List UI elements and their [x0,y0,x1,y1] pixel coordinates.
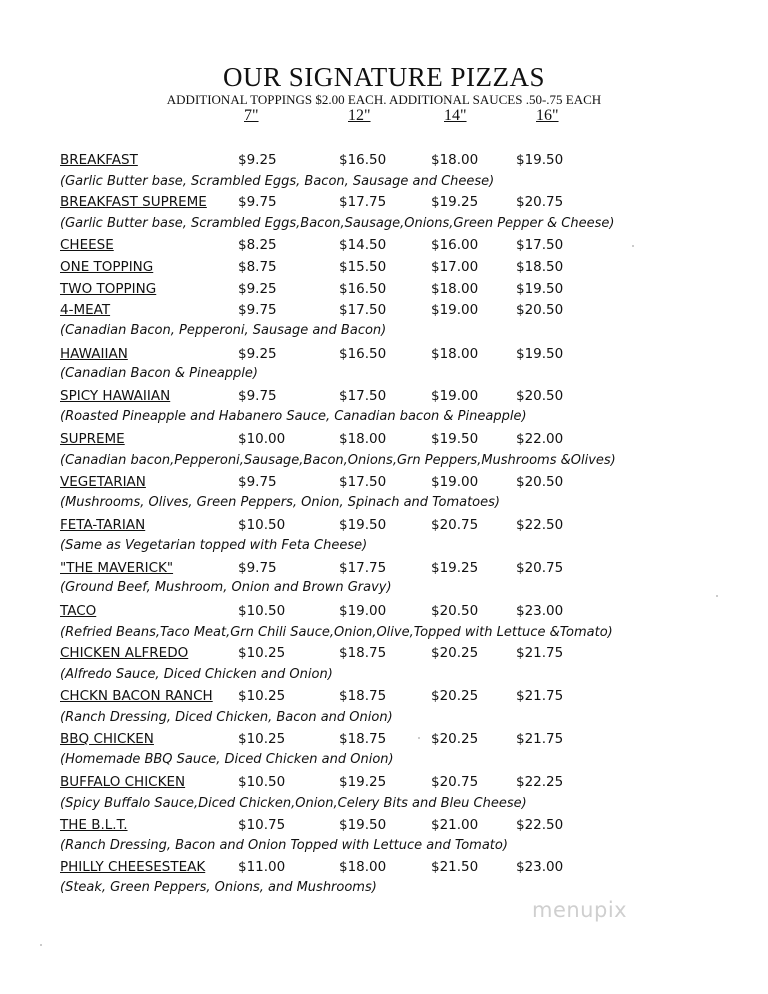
price-14: $20.75 [431,517,479,533]
price-16: $21.75 [516,731,564,747]
price-12: $18.75 [339,731,387,747]
price-7: $10.25 [238,688,286,704]
scan-speck [40,944,42,946]
menu-item [0,774,768,796]
price-14: $20.25 [431,731,479,747]
item-description: (Garlic Butter base, Scrambled Eggs,Bacon,Sausage,Onions,Green Pepper & Cheese) [60,216,615,231]
price-16: $20.50 [516,302,564,318]
price-16: $19.50 [516,281,564,297]
size-14-header: 14" [444,107,467,124]
menu-item [0,859,768,881]
price-7: $10.25 [238,731,286,747]
menu-item [0,281,768,303]
price-16: $20.50 [516,474,564,490]
price-7: $9.25 [238,281,277,297]
item-name: SUPREME [60,431,125,447]
price-7: $11.00 [238,859,286,875]
price-7: $10.00 [238,431,286,447]
price-12: $19.00 [339,603,387,619]
price-16: $20.75 [516,560,564,576]
item-description: (Roasted Pineapple and Habanero Sauce, Canadian bacon & Pineapple) [60,409,527,424]
price-14: $17.00 [431,259,479,275]
item-description: (Canadian Bacon & Pineapple) [60,366,258,381]
item-description: (Ground Beef, Mushroom, Onion and Brown Gravy) [60,580,392,595]
menu-item [0,645,768,667]
price-12: $17.75 [339,194,387,210]
item-description: (Garlic Butter base, Scrambled Eggs, Bacon, Sausage and Cheese) [60,174,495,189]
menu-item [0,603,768,625]
menu-item [0,431,768,453]
price-7: $10.25 [238,645,286,661]
price-12: $18.75 [339,688,387,704]
price-14: $21.00 [431,817,479,833]
item-description: (Ranch Dressing, Diced Chicken, Bacon and Onion) [60,710,393,725]
price-12: $16.50 [339,152,387,168]
price-14: $19.50 [431,431,479,447]
price-12: $19.50 [339,817,387,833]
price-7: $9.75 [238,302,277,318]
price-7: $8.25 [238,237,277,253]
price-7: $10.50 [238,774,286,790]
item-name: TACO [60,603,97,619]
price-12: $14.50 [339,237,387,253]
item-name: PHILLY CHEESESTEAK [60,859,206,875]
price-12: $17.50 [339,474,387,490]
item-description: (Ranch Dressing, Bacon and Onion Topped with Lettuce and Tomato) [60,838,508,853]
menu-item [0,688,768,710]
price-16: $17.50 [516,237,564,253]
menu-item [0,237,768,259]
item-description: (Same as Vegetarian topped with Feta Cheese) [60,538,368,553]
item-description: (Steak, Green Peppers, Onions, and Mushrooms) [60,880,377,895]
price-14: $19.00 [431,388,479,404]
price-16: $18.50 [516,259,564,275]
item-name: BREAKFAST SUPREME [60,194,207,210]
price-16: $21.75 [516,688,564,704]
item-name: 4-MEAT [60,302,111,318]
price-14: $19.00 [431,474,479,490]
menu-item [0,517,768,539]
menu-item [0,731,768,753]
menu-item [0,302,768,324]
price-12: $16.50 [339,346,387,362]
item-name: "THE MAVERICK" [60,560,174,576]
item-description: (Homemade BBQ Sauce, Diced Chicken and Onion) [60,752,394,767]
item-name: BUFFALO CHICKEN [60,774,186,790]
price-7: $9.75 [238,388,277,404]
price-12: $18.75 [339,645,387,661]
scan-speck [418,737,420,739]
scan-speck [716,595,718,597]
menu-item [0,474,768,496]
menu-item [0,194,768,216]
price-7: $8.75 [238,259,277,275]
item-name: TWO TOPPING [60,281,157,297]
price-16: $20.50 [516,388,564,404]
menu-item [0,346,768,368]
price-16: $22.00 [516,431,564,447]
item-name: HAWAIIAN [60,346,128,362]
price-14: $20.75 [431,774,479,790]
price-16: $20.75 [516,194,564,210]
price-12: $17.50 [339,388,387,404]
menu-item [0,817,768,839]
price-16: $19.50 [516,346,564,362]
price-14: $19.25 [431,560,479,576]
size-16-header: 16" [536,107,559,124]
price-14: $20.25 [431,688,479,704]
price-14: $18.00 [431,346,479,362]
price-12: $19.25 [339,774,387,790]
item-name: BBQ CHICKEN [60,731,154,747]
item-description: (Spicy Buffalo Sauce,Diced Chicken,Onion,Celery Bits and Bleu Cheese) [60,796,527,811]
item-name: BREAKFAST [60,152,138,168]
item-name: FETA-TARIAN [60,517,146,533]
price-12: $16.50 [339,281,387,297]
scan-speck [632,245,634,247]
price-7: $10.50 [238,603,286,619]
item-name: THE B.L.T. [60,817,128,833]
price-12: $17.50 [339,302,387,318]
menu-item [0,152,768,174]
price-12: $19.50 [339,517,387,533]
price-16: $22.50 [516,517,564,533]
price-14: $20.25 [431,645,479,661]
price-14: $21.50 [431,859,479,875]
price-7: $9.75 [238,560,277,576]
price-7: $9.75 [238,194,277,210]
additional-toppings-note: ADDITIONAL TOPPINGS $2.00 EACH. ADDITIONAL SAUCES .50-.75 EACH [166,92,602,107]
price-14: $18.00 [431,281,479,297]
item-name: CHCKN BACON RANCH [60,688,213,704]
price-7: $9.75 [238,474,277,490]
price-16: $19.50 [516,152,564,168]
item-description: (Refried Beans,Taco Meat,Grn Chili Sauce,Onion,Olive,Topped with Lettuce &Tomato) [60,625,613,640]
price-12: $18.00 [339,431,387,447]
menu-item [0,560,768,582]
price-14: $18.00 [431,152,479,168]
item-description: (Alfredo Sauce, Diced Chicken and Onion) [60,667,333,682]
page-title: OUR SIGNATURE PIZZAS [222,62,546,92]
price-14: $20.50 [431,603,479,619]
item-name: VEGETARIAN [60,474,146,490]
size-12-header: 12" [348,107,371,124]
item-name: CHEESE [60,237,114,253]
price-12: $18.00 [339,859,387,875]
item-name: ONE TOPPING [60,259,154,275]
price-16: $22.25 [516,774,564,790]
price-16: $22.50 [516,817,564,833]
price-12: $17.75 [339,560,387,576]
price-7: $10.75 [238,817,286,833]
price-12: $15.50 [339,259,387,275]
size-7-header: 7" [244,107,259,124]
price-14: $19.00 [431,302,479,318]
item-name: CHICKEN ALFREDO [60,645,189,661]
price-7: $9.25 [238,346,277,362]
item-description: (Canadian bacon,Pepperoni,Sausage,Bacon,Onions,Grn Peppers,Mushrooms &Olives) [60,453,616,468]
item-description: (Canadian Bacon, Pepperoni, Sausage and Bacon) [60,323,387,338]
item-name: SPICY HAWAIIAN [60,388,171,404]
price-14: $16.00 [431,237,479,253]
menu-item [0,388,768,410]
price-7: $9.25 [238,152,277,168]
price-16: $23.00 [516,603,564,619]
price-16: $23.00 [516,859,564,875]
item-description: (Mushrooms, Olives, Green Peppers, Onion, Spinach and Tomatoes) [60,495,500,510]
price-7: $10.50 [238,517,286,533]
menupix-watermark: menupix [532,898,628,922]
price-14: $19.25 [431,194,479,210]
menu-item [0,259,768,281]
price-16: $21.75 [516,645,564,661]
